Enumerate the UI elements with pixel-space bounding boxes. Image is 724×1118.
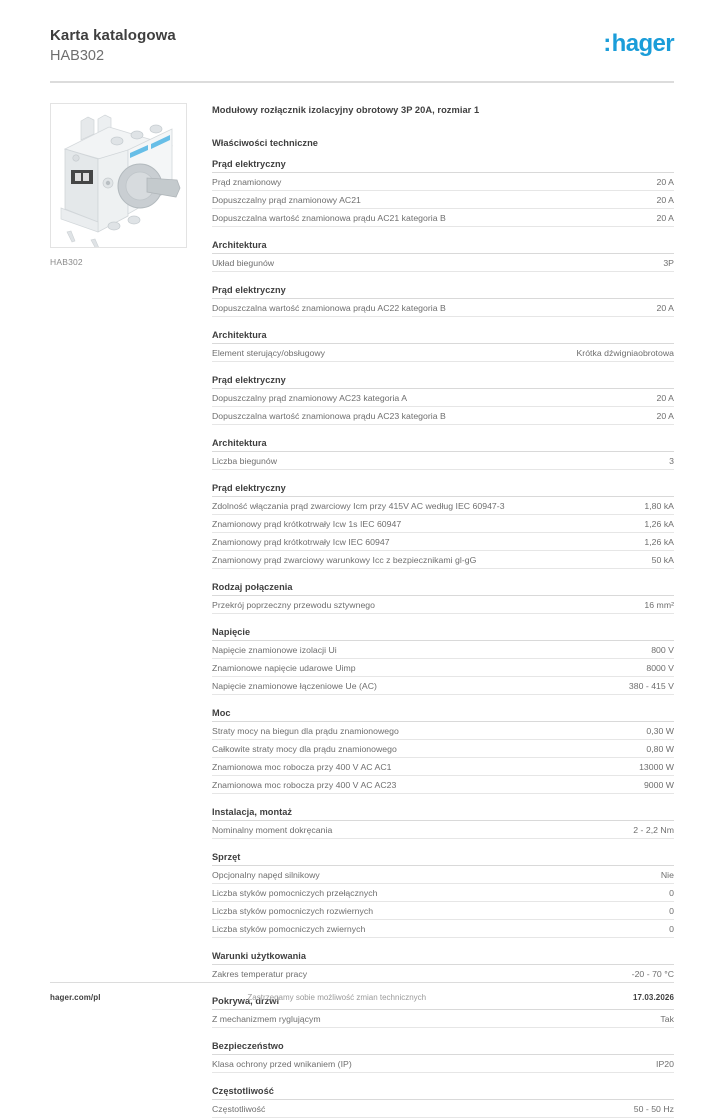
spec-value: 20 A (656, 194, 674, 205)
spec-row (212, 902, 674, 920)
spec-value: 20 A (656, 392, 674, 403)
spec-group (212, 627, 674, 695)
spec-value: Nie (660, 869, 674, 880)
spec-row (212, 884, 674, 902)
spec-group (212, 483, 674, 569)
spec-group-title: Prąd elektryczny (212, 483, 674, 497)
spec-row (212, 920, 674, 938)
spec-value: 1,26 kA (644, 518, 674, 529)
spec-label: Dopuszczalny prąd znamionowy AC21 (212, 194, 361, 205)
spec-label: Dopuszczalny prąd znamionowy AC23 kategoria A (212, 392, 408, 403)
spec-value: 1,26 kA (644, 536, 674, 547)
spec-row (212, 821, 674, 839)
spec-value: 20 A (656, 410, 674, 421)
spec-value: Tak (660, 1013, 674, 1024)
spec-value: 20 A (656, 212, 674, 223)
spec-row (212, 596, 674, 614)
spec-group-spacer (212, 938, 674, 951)
spec-group-title: Bezpieczeństwo (212, 1041, 674, 1055)
spec-row (212, 515, 674, 533)
spec-value: 0 (669, 887, 674, 898)
spec-value: 3 (669, 455, 674, 466)
spec-group-title: Sprzęt (212, 852, 674, 866)
spec-label: Przekrój poprzeczny przewodu sztywnego (212, 599, 376, 610)
spec-label: Liczba biegunów (212, 455, 278, 466)
spec-value: Krótka dźwigniaobrotowa (576, 347, 674, 358)
spec-label: Liczba styków pomocniczych przełącznych (212, 887, 378, 898)
spec-value: 380 - 415 V (628, 680, 674, 691)
spec-group-spacer (212, 272, 674, 285)
page-subtitle: HAB302 (50, 48, 105, 65)
spec-value: 20 A (656, 302, 674, 313)
spec-group (212, 375, 674, 425)
spec-label: Liczba styków pomocniczych rozwiernych (212, 905, 374, 916)
spec-row (212, 551, 674, 569)
spec-value: 3P (663, 257, 674, 268)
spec-label: Znamionowy prąd krótkotrwały Icw 1s IEC 60947 (212, 518, 402, 529)
header-divider (50, 81, 674, 83)
product-caption: HAB302 (50, 256, 83, 267)
spec-group (212, 159, 674, 227)
spec-value: 0 (669, 905, 674, 916)
spec-row (212, 344, 674, 362)
spec-value: 8000 V (646, 662, 674, 673)
spec-label: Straty mocy na biegun dla prądu znamionowego (212, 725, 399, 736)
spec-group (212, 582, 674, 614)
spec-row (212, 209, 674, 227)
spec-label: Znamionowa moc robocza przy 400 V AC AC1 (212, 761, 392, 772)
spec-row (212, 173, 674, 191)
page-title: Karta katalogowa (50, 27, 176, 44)
spec-value: 20 A (656, 176, 674, 187)
spec-label: Układ biegunów (212, 257, 275, 268)
spec-value: IP20 (656, 1058, 674, 1069)
spec-label: Zakres temperatur pracy (212, 968, 308, 979)
spec-group (212, 852, 674, 938)
spec-group-title: Instalacja, montaż (212, 807, 674, 821)
spec-row (212, 722, 674, 740)
spec-row (212, 533, 674, 551)
spec-label: Znamionowy prąd krótkotrwały Icw IEC 60947 (212, 536, 390, 547)
spec-value: 50 kA (651, 554, 674, 565)
spec-label: Opcjonalny napęd silnikowy (212, 869, 320, 880)
spec-label: Nominalny moment dokręcania (212, 824, 333, 835)
spec-label: Dopuszczalna wartość znamionowa prądu AC23 kategoria B (212, 410, 446, 421)
spec-column (195, 103, 674, 1118)
spec-row (212, 677, 674, 695)
spec-label: Prąd znamionowy (212, 176, 282, 187)
spec-label: Napięcie znamionowe łączeniowe Ue (AC) (212, 680, 377, 691)
spec-group-title: Pokrywa, drzwi (212, 996, 674, 1010)
spec-row (212, 641, 674, 659)
spec-group-title: Rodzaj połączenia (212, 582, 674, 596)
spec-group-spacer (212, 695, 674, 708)
spec-row (212, 497, 674, 515)
spec-label: Znamionowa moc robocza przy 400 V AC AC23 (212, 779, 397, 790)
spec-group-spacer (212, 839, 674, 852)
spec-label: Klasa ochrony przed wnikaniem (IP) (212, 1058, 352, 1069)
spec-group-title: Warunki użytkowania (212, 951, 674, 965)
spec-table (212, 159, 674, 1118)
spec-group-spacer (212, 317, 674, 330)
spec-group-spacer (212, 227, 674, 240)
spec-group-title: Częstotliwość (212, 1086, 674, 1100)
page-content (50, 103, 674, 1118)
spec-group (212, 285, 674, 317)
spec-row (212, 452, 674, 470)
spec-group-title: Architektura (212, 438, 674, 452)
product-illustration-icon (51, 104, 186, 247)
spec-value: 2 - 2,2 Nm (633, 824, 674, 835)
spec-row (212, 758, 674, 776)
logo-wordmark: hager (611, 30, 674, 57)
spec-group-spacer (212, 1028, 674, 1041)
spec-row (212, 740, 674, 758)
page-header (50, 0, 674, 67)
spec-label: Zdolność włączania prąd zwarciowy Icm przy 415V AC według IEC 60947-3 (212, 500, 505, 511)
spec-group (212, 1086, 674, 1118)
spec-value: 13000 W (639, 761, 674, 772)
spec-label: Dopuszczalna wartość znamionowa prądu AC21 kategoria B (212, 212, 446, 223)
footer-disclaimer: Zastrzegamy sobie możliwość zmian technicznych (247, 993, 427, 1002)
spec-group-spacer (212, 470, 674, 483)
spec-label: Element sterujący/obsługowy (212, 347, 326, 358)
spec-row (212, 389, 674, 407)
product-description: Modułowy rozłącznik izolacyjny obrotowy 3P 20A, rozmiar 1 (212, 104, 480, 115)
spec-row (212, 1055, 674, 1073)
spec-label: Z mechanizmem ryglującym (212, 1013, 321, 1024)
spec-group (212, 951, 674, 983)
spec-value: 16 mm² (644, 599, 674, 610)
spec-label: Znamionowe napięcie udarowe Uimp (212, 662, 356, 673)
spec-group-spacer (212, 362, 674, 375)
spec-group (212, 240, 674, 272)
spec-group-spacer (212, 569, 674, 582)
spec-group-title: Napięcie (212, 627, 674, 641)
spec-value: 50 - 50 Hz (633, 1103, 674, 1114)
spec-value: 0,80 W (646, 743, 674, 754)
spec-group-spacer (212, 1073, 674, 1086)
spec-group-title: Architektura (212, 330, 674, 344)
spec-value: 800 V (651, 644, 674, 655)
spec-group (212, 1041, 674, 1073)
spec-value: 0,30 W (646, 725, 674, 736)
spec-value: 9000 W (643, 779, 674, 790)
spec-label: Znamionowy prąd zwarciowy warunkowy Icc z bezpiecznikami gl-gG (212, 554, 477, 565)
spec-row (212, 965, 674, 983)
title-block (50, 26, 176, 67)
spec-label: Napięcie znamionowe izolacji Ui (212, 644, 337, 655)
spec-row (212, 866, 674, 884)
spec-group (212, 807, 674, 839)
spec-group-title: Prąd elektryczny (212, 159, 674, 173)
spec-group-title: Prąd elektryczny (212, 285, 674, 299)
spec-group-spacer (212, 614, 674, 627)
spec-row (212, 776, 674, 794)
logo-colon-icon: : (603, 30, 611, 57)
spec-row (212, 659, 674, 677)
footer-date: 17.03.2026 (632, 993, 674, 1002)
spec-value: 0 (669, 923, 674, 934)
spec-row (212, 1010, 674, 1028)
spec-row (212, 191, 674, 209)
spec-label: Całkowite straty mocy dla prądu znamionowego (212, 743, 397, 754)
spec-row (212, 1100, 674, 1118)
spec-label: Liczba styków pomocniczych zwiernych (212, 923, 366, 934)
footer-website-link[interactable]: hager.com/pl (50, 993, 101, 1002)
spec-label: Dopuszczalna wartość znamionowa prądu AC22 kategoria B (212, 302, 446, 313)
hager-logo (603, 30, 674, 58)
footer-divider (50, 982, 674, 983)
page-footer (50, 982, 674, 1002)
spec-label: Częstotliwość (212, 1103, 266, 1114)
spec-group (212, 438, 674, 470)
spec-row (212, 299, 674, 317)
spec-group-title: Architektura (212, 240, 674, 254)
technical-properties-heading: Właściwości techniczne (212, 137, 318, 148)
spec-group-title: Moc (212, 708, 674, 722)
spec-group (212, 330, 674, 362)
spec-group-spacer (212, 794, 674, 807)
spec-group (212, 708, 674, 794)
product-column (50, 103, 195, 1118)
spec-row (212, 254, 674, 272)
spec-group-spacer (212, 425, 674, 438)
spec-value: 1,80 kA (644, 500, 674, 511)
spec-group-title: Prąd elektryczny (212, 375, 674, 389)
spec-row (212, 407, 674, 425)
spec-value: -20 - 70 °C (631, 968, 674, 979)
product-image-frame (50, 103, 187, 248)
